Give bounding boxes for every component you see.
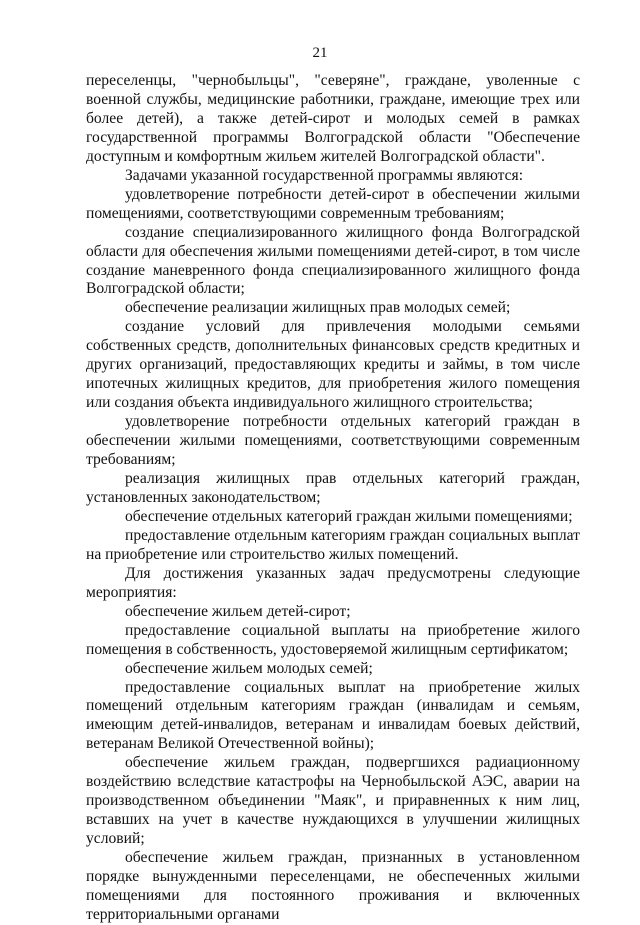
paragraph: удовлетворение потребности детей-сирот в обеспечении жилыми помещениями, соответствующими современным требованиям;	[86, 185, 580, 222]
document-body	[86, 72, 580, 925]
paragraph: обеспечение реализации жилищных прав молодых семей;	[125, 299, 511, 317]
paragraph: Задачами указанной государственной программы являются:	[125, 166, 524, 184]
paragraph: создание специализированного жилищного фонда Волгоградской области для обеспечения жилыми помещениями детей-сирот, в том числе создание маневренного фонда специализированного жилищного фонда Волгоградской области;	[86, 223, 580, 298]
paragraph: обеспечение жильем граждан, подвергшихся радиационному воздействию вследствие катастрофы на Чернобыльской АЭС, аварии на производственном объединении "Маяк", и приравненных к ним лиц, вставших на учет в качестве нуждающихся в улучшении жилищных условий;	[86, 754, 580, 848]
paragraph: Для достижения указанных задач предусмотрены следующие мероприятия:	[86, 564, 580, 601]
paragraph: предоставление социальной выплаты на приобретение жилого помещения в собственность, удостоверяемой жилищным сертификатом;	[86, 621, 580, 658]
paragraph: создание условий для привлечения молодыми семьями собственных средств, дополнительных финансовых средств кредитных и других организаций, предоставляющих кредиты и займы, в том числе ипотечных жилищных кредитов, для приобретения жилого помещения или создания объекта индивидуального жилищного строительства;	[86, 318, 580, 412]
paragraph: предоставление отдельным категориям граждан социальных выплат на приобретение или строительство жилых помещений.	[86, 526, 580, 563]
paragraph: удовлетворение потребности отдельных категорий граждан в обеспечении жилыми помещениями, соответствующими современным требованиям;	[86, 413, 580, 469]
paragraph: обеспечение отдельных категорий граждан жилыми помещениями;	[125, 507, 573, 525]
paragraph: обеспечение жильем молодых семей;	[125, 659, 373, 677]
paragraph: переселенцы, "чернобыльцы", "северяне", граждане, уволенные с военной службы, медицинские работники, граждане, имеющие трех или более детей), а также детей-сирот и молодых семей в рамках государственной программы Волгоградской области "Обеспечение доступным и комфортным жильем жителей Волгоградской области".	[86, 72, 580, 165]
paragraph: реализация жилищных прав отдельных категорий граждан, установленных законодательством;	[86, 470, 580, 506]
paragraph: предоставление социальных выплат на приобретение жилых помещений отдельным категориям граждан (инвалидам и семьям, имеющим детей-инвалидов, ветеранам и инвалидам боевых действий, ветеранам Великой Отечественной войны);	[86, 678, 580, 753]
page-number: 21	[312, 45, 328, 61]
paragraph: обеспечение жильем детей-сирот;	[125, 602, 351, 620]
paragraph: обеспечение жильем граждан, признанных в установленном порядке вынужденными переселенцами, не обеспеченных жилыми помещениями для постоянного проживания и включенных территориальными органами	[86, 849, 580, 923]
